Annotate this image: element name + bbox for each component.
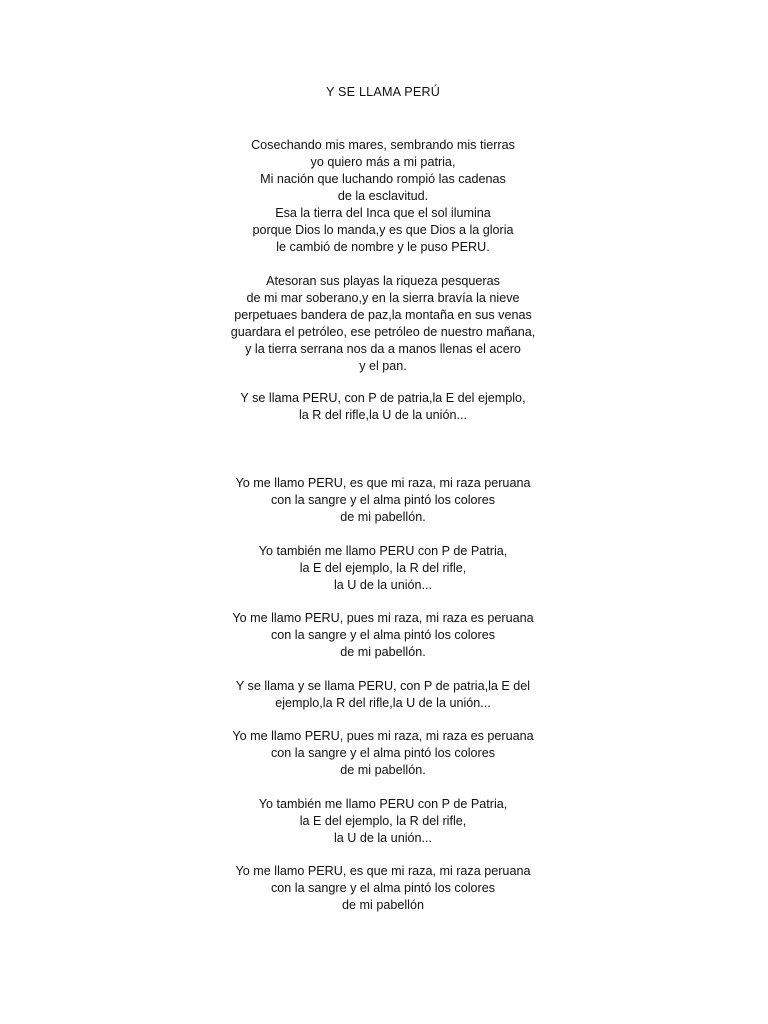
stanza-4 xyxy=(0,475,766,526)
verse-line: le cambió de nombre y le puso PERU. xyxy=(276,240,490,254)
verse-line: Cosechando mis mares, sembrando mis tierras xyxy=(251,138,515,152)
verse-line: la R del rifle,la U de la unión... xyxy=(298,408,467,422)
stanza-6 xyxy=(0,610,766,661)
stanza-8 xyxy=(0,728,766,779)
verse-line: de mi mar soberano,y en la sierra bravía la nieve xyxy=(246,291,520,305)
verse-line: y la tierra serrana nos da a manos llenas el acero xyxy=(245,342,521,356)
stanza-7 xyxy=(0,678,766,712)
verse-line: de mi pabellón. xyxy=(340,763,426,777)
verse-line: Y se llama y se llama PERU, con P de patria,la E del xyxy=(235,679,531,693)
verse-line: con la sangre y el alma pintó los colores xyxy=(270,493,495,507)
stanza-2 xyxy=(0,273,766,375)
verse-line: perpetuaes bandera de paz,la montaña en sus venas xyxy=(234,308,532,322)
verse-line: Y se llama PERU, con P de patria,la E del ejemplo, xyxy=(240,391,526,405)
verse-line: ejemplo,la R del rifle,la U de la unión... xyxy=(275,696,491,710)
verse-line: con la sangre y el alma pintó los colores xyxy=(270,746,495,760)
document-title: Y SE LLAMA PERÚ xyxy=(325,85,441,99)
stanza-5 xyxy=(0,543,766,594)
verse-line: Atesoran sus playas la riqueza pesqueras xyxy=(266,274,500,288)
verse-line: Yo me llamo PERU, pues mi raza, mi raza es peruana xyxy=(232,611,534,625)
verse-line: de mi pabellón xyxy=(342,898,424,912)
stanza-10 xyxy=(0,863,766,914)
stanza-3 xyxy=(0,390,766,424)
verse-line: la U de la unión... xyxy=(333,831,432,845)
verse-line: la U de la unión... xyxy=(333,578,432,592)
verse-line: guardara el petróleo, ese petróleo de nuestro mañana, xyxy=(230,325,536,339)
verse-line: Yo me llamo PERU, es que mi raza, mi raza peruana xyxy=(235,476,531,490)
verse-line: y el pan. xyxy=(359,359,407,373)
verse-line: la E del ejemplo, la R del rifle, xyxy=(299,561,467,575)
verse-line: Yo me llamo PERU, pues mi raza, mi raza es peruana xyxy=(232,729,534,743)
verse-line: Yo también me llamo PERU con P de Patria, xyxy=(258,544,508,558)
stanza-1 xyxy=(0,137,766,256)
verse-line: de mi pabellón. xyxy=(340,645,426,659)
verse-line: Yo me llamo PERU, es que mi raza, mi raza peruana xyxy=(235,864,531,878)
verse-line: con la sangre y el alma pintó los colores xyxy=(270,628,495,642)
stanza-9 xyxy=(0,796,766,847)
verse-line: Yo también me llamo PERU con P de Patria, xyxy=(258,797,508,811)
verse-line: porque Dios lo manda,y es que Dios a la gloria xyxy=(252,223,514,237)
verse-line: con la sangre y el alma pintó los colores xyxy=(270,881,495,895)
verse-line: yo quiero más a mi patria, xyxy=(310,155,456,169)
verse-line: la E del ejemplo, la R del rifle, xyxy=(299,814,467,828)
verse-line: de mi pabellón. xyxy=(340,510,426,524)
verse-line: Mi nación que luchando rompió las cadenas xyxy=(260,172,506,186)
verse-line: Esa la tierra del Inca que el sol ilumina xyxy=(275,206,491,220)
verse-line: de la esclavitud. xyxy=(337,189,429,203)
